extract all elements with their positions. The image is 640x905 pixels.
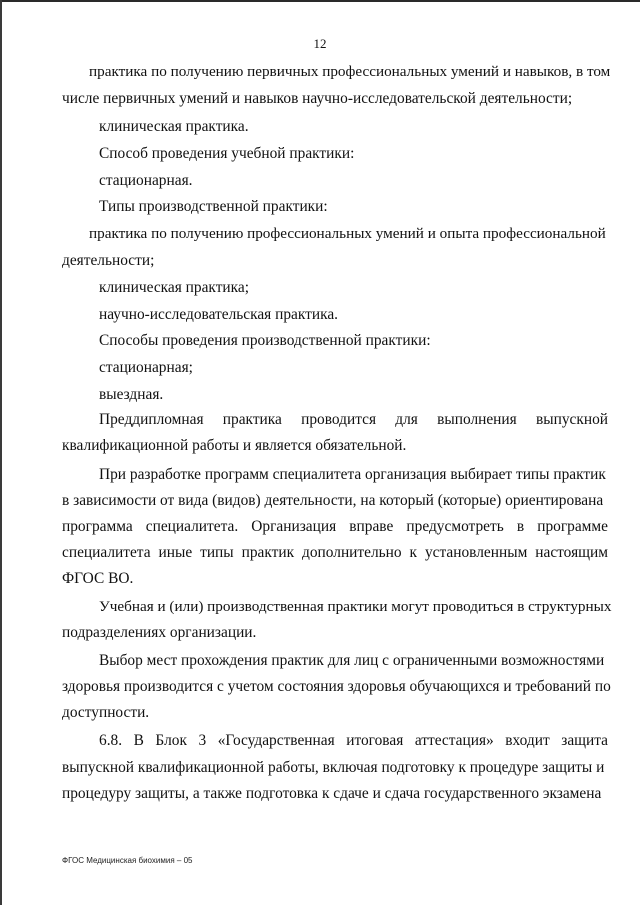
text-line: программа специалитета. Организация вправе предусмотреть в программе (62, 518, 608, 535)
text-line: стационарная; (99, 359, 193, 376)
text-line: квалификационной работы и является обязательной. (62, 437, 407, 454)
text-line: Типы производственной практики: (99, 198, 328, 215)
text-line: процедуру защиты, а также подготовка к сдаче и сдача государственного экзамена (62, 785, 602, 802)
page-edge-left (0, 0, 2, 905)
text-line: практика по получению первичных профессиональных умений и навыков, в том (89, 63, 611, 80)
text-line: Способы проведения производственной практики: (99, 332, 431, 349)
text-line: Способ проведения учебной практики: (99, 145, 355, 162)
text-line: 6.8. В Блок 3 «Государственная итоговая аттестация» входит защита (99, 732, 608, 749)
document-footer: ФГОС Медицинская биохимия – 05 (62, 856, 193, 865)
text-line: Учебная и (или) производственная практики могут проводиться в структурных (99, 598, 612, 615)
text-line: здоровья производится с учетом состояния здоровья обучающихся и требований по (62, 678, 611, 695)
text-line: в зависимости от вида (видов) деятельности, на который (которые) ориентирована (62, 492, 604, 509)
text-line: деятельности; (62, 252, 155, 269)
page-edge-top (0, 0, 640, 2)
page-number: 12 (313, 36, 327, 51)
text-line: При разработке программ специалитета организация выбирает типы практик (99, 466, 606, 483)
text-line: клиническая практика; (99, 279, 250, 296)
text-line: числе первичных умений и навыков научно-исследовательской деятельности; (62, 90, 573, 107)
text-line: клиническая практика. (99, 118, 249, 135)
text-line: выездная. (99, 386, 164, 403)
text-line: доступности. (62, 704, 150, 721)
text-line: Преддипломная практика проводится для выполнения выпускной (99, 411, 608, 428)
text-line: Выбор мест прохождения практик для лиц с ограниченными возможностями (99, 652, 605, 669)
text-line: стационарная. (99, 172, 193, 189)
text-line: научно-исследовательская практика. (99, 306, 339, 323)
text-line: подразделениях организации. (62, 624, 257, 641)
text-line: ФГОС ВО. (62, 570, 134, 587)
text-line: специалитета иные типы практик дополнительно к установленным настоящим (62, 544, 608, 561)
text-line: практика по получению профессиональных умений и опыта профессиональной (89, 225, 606, 242)
text-line: выпускной квалификационной работы, включая подготовку к процедуре защиты и (62, 759, 605, 776)
